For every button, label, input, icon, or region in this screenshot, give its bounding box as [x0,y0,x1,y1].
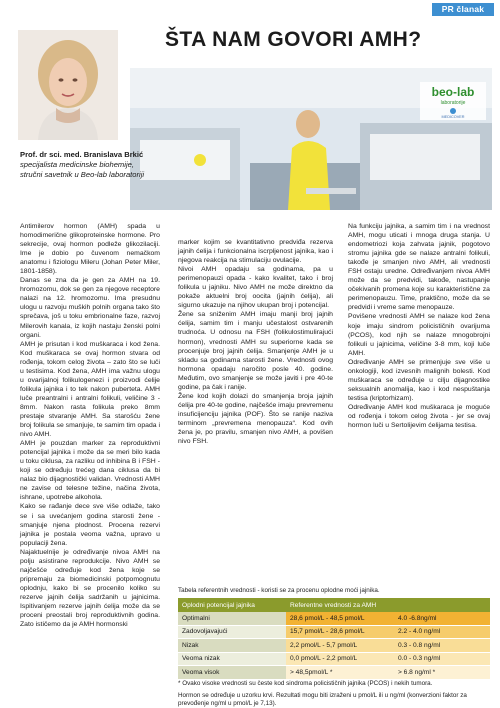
paragraph: marker kojim se kvantitativno predviđa rezerva jajnih ćelija i funkcionalna iscrpljenost jajnika, kao i njegova reakcija na stimulaciju ovulacije. [178,239,333,265]
section-tag: PR članak [432,3,494,16]
reference-values-table [178,598,490,680]
row-label: Veoma visok [178,666,286,680]
paragraph: AMH je prisutan i kod muškaraca i kod žena. Kod muškaraca se ovaj hormon stvara od rođenja, tokom celog života – zato što se luči u testisima. Kod žena, AMH ima važnu ulogu u ovarijalnoj folikulogenezi i proizvodi ćelije folikula jajnika i to tek nakon puberteta. AMH luče preantralni i antralni folikuli, veličine 3 - 8mm. Nakon rasta folikula preko 8mm prestaje stvaranje AMH. Sa starošću žene broj folikula se smanjuje, te samim tim opada i nivo AMH. [20,340,160,439]
paragraph: Povišene vrednosti AMH se nalaze kod žena koje imaju sindrom policističnih ovarijuma (PCOS), kod njih se nalaze mnogobrojni folikuli u jajnicima, veličine 3-8 mm, koji luče AMH. [348,313,490,357]
conversion-note: Hormon se određuje u uzorku krvi. Rezultati mogu biti izraženi u pmol/L ili u ng/ml (konverzioni faktor za prevođenje ng/ml u pmol/L je 7,13). [178,692,467,707]
table-header-row [178,598,490,612]
author-name: Prof. dr sci. med. Branislava Brkić [20,150,144,159]
table-row [178,652,490,666]
table-row [178,612,490,625]
table-header: Oplodni potencijal jajnika [178,598,286,612]
top-bar [0,0,500,20]
beo-lab-logo [420,82,486,120]
author-role: specijalista medicinske biohemije, stručni savetnik u Beo-lab laboratoriji [20,160,145,179]
row-value: 0,0 pmol/L - 2,2 pmol/L [286,652,394,666]
row-value: 28,6 pmol/L - 48,5 pmol/L [286,612,394,625]
row-value: 0.0 - 0.3 ng/ml [394,652,490,666]
paragraph: Žene sa sniženim AMH imaju manji broj jajnih ćelija, samim tim i manju učestalost ostvarenih trudnoća. U odnosu na FSH (folikulostimulirajući hormon), vrednosti AMH su superiorne kada se procenjuje broj jajnih ćelija. Smanjenje AMH je u skladu sa godinama starosti žene. Vrednosti ovog hormona opadaju naročito posle 40. godine. Međutim, ovo smanjenje se može javiti i pre 40-te godine, pa čak i ranije. [178,311,333,391]
paragraph: Određivanje AMH se primenjuje sve više u onkologiji, kod izvesnih malignih bolesti. Kod muškaraca se određuje u cilju dijagnostike seksualnih anomalija, kao i kod nespuštanja testisa (kriptorhizam). [348,358,490,402]
svg-text:MEDICOVER: MEDICOVER [441,115,465,119]
paragraph: Najaktuelnije je određivanje nivoa AMH na polju asistirane reprodukcije. Nivo AMH se najčešće određuje kod žena koje se pripremaju za biomedicinski potpomognutu oplodnju, kako bi se procenilo koliko su rezerve jajnih ćelija sadržanih u jajnicima. Ispitivanjem rezerve jajnih ćelija može da se proceni preostali broj reproduktivnih godina. Zato ističemo da je AMH hormonski [20,548,160,629]
paragraph: AMH je pouzdan marker za reproduktivni potencijal jajnika i može da se meri bilo kada u toku ciklusa, za razliku od inhibina B i FSH - koji se određuju trećeg dana ciklusa da bi nalaz bio dijagnostički validan. Vrednosti AMH ne zavise od telesne težine, načina života, ishrane, upotrebe alkohola. [20,440,160,502]
paragraph: Kako se rađanje dece sve više odlaže, tako se i sa uvećanjem godina starosti žene - smanjuje njena plodnost. Procena rezervi jajnika je postala veoma važna, upravo u populaciji žena. [20,503,160,547]
table-row [178,625,490,639]
row-label: Nizak [178,639,286,653]
author-info [20,150,150,180]
row-value: 4.0 -6.8ng/ml [394,612,490,625]
row-value: > 6.8 ng/ml * [394,666,490,680]
row-value: 15,7 pmol/L - 28,6 pmol/L [286,625,394,639]
row-value: 0.3 - 0.8 ng/ml [394,639,490,653]
paragraph: Antimilerov hormon (AMH) spada u homodimerične glikoproteinske hormone. Pro sekrecije, ovaj hormon podleže glikozilaciji. Ime je dobio po čuvenom nemačkom anatomu i fiziologu Mileru (Johan Peter Miler, 1801-1858). [20,223,160,276]
table-caption: Tabela referentnih vrednosti - koristi se za procenu oplodne moći jajnika. [178,587,380,594]
paragraph: Nivoi AMH opadaju sa godinama, pa u perimenopauzi opada - kako kvalitet, tako i broj folikula u jajniku. Nivo AMH ne može direktno da pokaže aktuelni broj oocita (jajnih ćelija), ali sigurno ukazuje na njihov ukupan broj i potencijal. [178,266,333,310]
table-row [178,666,490,680]
row-label: Optimalni [178,612,286,625]
paragraph: Danas se zna da je gen za AMH na 19. hromozomu, dok se gen za njegove receptore nalazi na 12. hromozomu. Ima presudnu ulogu u razvoju muških polnih organa tako što sprečava, još u toku embrionalne faze, razvoj Milerovih kanala, iz kojih nastaju ženski polni organi. [20,277,160,339]
row-label: Zadovoljavajući [178,625,286,639]
svg-text:beo-lab: beo-lab [431,85,475,99]
svg-text:laboratorije: laboratorije [440,100,466,106]
article-column-3 [348,222,490,430]
table-header: Referentne vrednosti za AMH [286,598,490,612]
table-row [178,639,490,653]
article-column-2 [178,238,333,446]
table-footnote: * Ovako visoke vrednosti su česte kod sindroma policističnih jajnika (PCOS) i nekih tumora. [178,680,433,687]
paragraph: Na funkciju jajnika, a samim tim i na vrednost AMH, mogu uticati i mnoga druga stanja. U endometriozi koja zahvata jajnik, pogotovo stromu jajnika gde se nalaze antralni folikuli, takođe je smanjen nivo AMH, ali vrednosti FSH ostaju uredne. Određivanjem nivoa AMH može da se predvidi, takođe, nastupanje očekivanih promena koje su karakteristične za perimenopauzu. Time, praktično, može da se predvidi i vreme same menopauze. [348,223,490,312]
row-value: 2,2 pmol/L - 5,7 pmol/L [286,639,394,653]
row-value: > 48,5pmol/L * [286,666,394,680]
article-column-1 [20,222,160,629]
paragraph: Žene kod kojih dolazi do smanjenja broja jajnih ćelija pre 40-te godine, najčešće imaju prevremenu insuficijenciju jajnika (POF). Što se ranije naziva terminom „prevremena menopauza“. Kod ovih žena je, po pravilu, smanjen nivo AMH, a povišen nivo FSH. [178,392,333,446]
paragraph: Određivanje AMH kod muškaraca je moguće od rođenja i tokom celog života - jer se ovaj hormon luči u Sertolijevim ćelijama testisa. [348,403,490,430]
row-label: Veoma nizak [178,652,286,666]
author-portrait [18,30,118,140]
row-value: 2.2 - 4.0 ng/ml [394,625,490,639]
article-title: ŠTA NAM GOVORI AMH? [165,28,422,51]
